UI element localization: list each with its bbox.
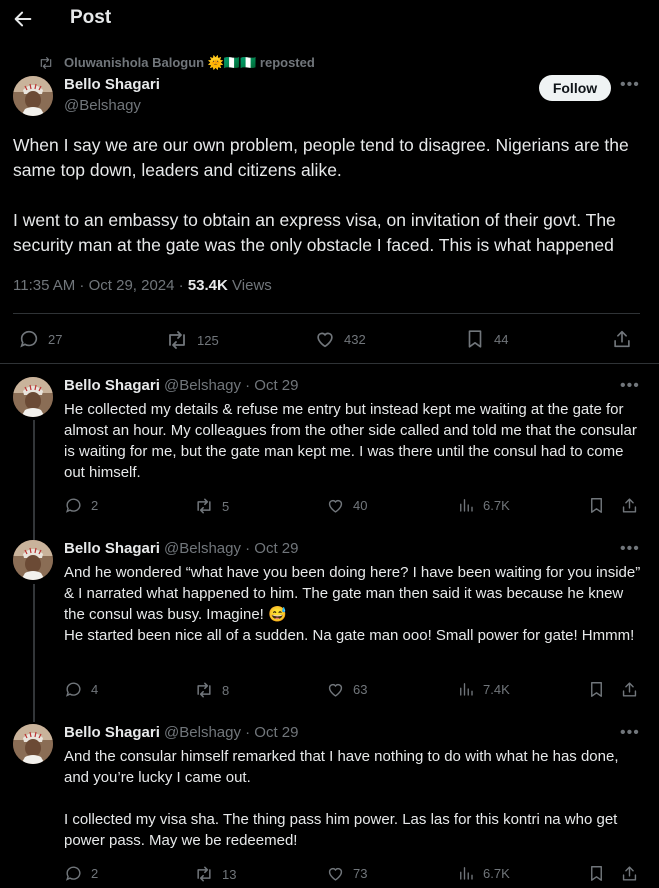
reply-author-handle[interactable]: @Belshagy [164, 377, 241, 394]
repost-count: 8 [222, 682, 230, 698]
reply-icon [64, 864, 83, 883]
avatar[interactable] [13, 540, 53, 580]
like-count: 73 [353, 866, 368, 881]
bookmark-button[interactable] [587, 680, 606, 699]
reply-author-name[interactable]: Bello Shagari [64, 540, 160, 557]
views-button[interactable] [457, 864, 510, 882]
reply-button[interactable] [18, 328, 62, 350]
views-count: 6.7K [483, 865, 510, 881]
reply-button[interactable] [64, 496, 98, 515]
bookmark-button[interactable] [464, 328, 508, 350]
page-title: Post [70, 7, 112, 28]
like-button[interactable] [314, 328, 366, 350]
like-count: 40 [353, 498, 368, 513]
divider [0, 363, 659, 364]
like-button[interactable] [326, 496, 367, 515]
views-count: 6.7K [483, 497, 510, 513]
bookmark-button[interactable] [587, 864, 606, 883]
repost-text[interactable]: Oluwanishola Balogun 🌞🇳🇬🇳🇬 reposted [64, 55, 315, 70]
post-meta [13, 277, 272, 294]
views-button[interactable] [457, 680, 510, 698]
like-count: 63 [353, 682, 368, 697]
more-options-icon[interactable]: ••• [620, 724, 640, 741]
views-count: 53.4K [187, 277, 228, 294]
share-button[interactable] [611, 328, 633, 350]
author-name[interactable]: Bello Shagari [64, 76, 160, 93]
reply-button[interactable] [64, 864, 98, 883]
repost-button[interactable] [194, 864, 236, 884]
repost-count: 125 [197, 332, 219, 348]
reply-header [64, 377, 299, 394]
repost-icon [194, 864, 214, 884]
post-text-2: I went to an embassy to obtain an express visa, on invitation of their govt. The security man at the gate was the only obstacle I faced. This is what happened [13, 210, 616, 255]
bookmark-count: 44 [494, 331, 509, 347]
like-count: 432 [344, 331, 366, 347]
divider [13, 313, 640, 314]
follow-button[interactable]: Follow [539, 75, 611, 101]
reply-date[interactable]: · Oct 29 [245, 724, 299, 741]
post-text-1: When I say we are our own problem, people tend to disagree. Nigerians are the same top down, leaders and citizens alike. [13, 135, 629, 180]
like-button[interactable] [326, 680, 367, 699]
avatar[interactable] [13, 76, 53, 116]
share-icon [620, 864, 639, 883]
reply-header [64, 540, 299, 557]
share-icon [620, 680, 639, 699]
views-icon [457, 496, 475, 514]
reply-icon [64, 680, 83, 699]
like-button[interactable] [326, 864, 367, 883]
views-button[interactable] [457, 496, 510, 514]
bookmark-icon [464, 328, 486, 350]
share-button[interactable] [620, 496, 639, 515]
views-icon [457, 864, 475, 882]
reply-text: And he wondered “what have you been doing here? I have been waiting for you inside” & I narrated what happened to him. The gate man then said it was because he knew the consul was busy. Imagine! 😅 He started been nice all of a sudden. Na gate man ooo! Small power for gate! Hmmm! [64, 564, 641, 644]
heart-icon [326, 864, 345, 883]
reply-count: 2 [91, 498, 99, 513]
reply-date[interactable]: · Oct 29 [245, 540, 299, 557]
views-label: Views [232, 277, 272, 294]
heart-icon [326, 680, 345, 699]
views-icon [457, 680, 475, 698]
bookmark-icon [587, 680, 606, 699]
reply-icon [64, 496, 83, 515]
repost-icon [38, 55, 54, 71]
avatar[interactable] [13, 377, 53, 417]
heart-icon [314, 328, 336, 350]
reply-author-handle[interactable]: @Belshagy [164, 540, 241, 557]
back-arrow-icon[interactable] [12, 8, 34, 30]
thread-line [33, 584, 35, 722]
reply-date[interactable]: · Oct 29 [245, 377, 299, 394]
reply-icon [18, 328, 40, 350]
post-time[interactable]: 11:35 AM · Oct 29, 2024 · [13, 277, 184, 294]
avatar[interactable] [13, 724, 53, 764]
reply-count: 27 [48, 331, 63, 347]
author-handle[interactable]: @Belshagy [64, 97, 141, 114]
more-options-icon[interactable]: ••• [620, 76, 640, 93]
reply-button[interactable] [64, 680, 98, 699]
repost-button[interactable] [194, 680, 229, 700]
reply-author-name[interactable]: Bello Shagari [64, 377, 160, 394]
repost-icon [194, 496, 214, 516]
reply-author-handle[interactable]: @Belshagy [164, 724, 241, 741]
reply-count: 2 [91, 866, 99, 881]
reply-text: And the consular himself remarked that I have nothing to do with what he has done, and you’re lucky I came out. I collected my visa sha. The thing pass him power. Las las for this kontri na who get power pass. May we be redeemed! [64, 748, 619, 849]
share-icon [611, 328, 633, 350]
repost-icon [194, 680, 214, 700]
heart-icon [326, 496, 345, 515]
bookmark-button[interactable] [587, 496, 606, 515]
repost-button[interactable] [194, 496, 229, 516]
reply-count: 4 [91, 682, 99, 697]
bookmark-icon [587, 864, 606, 883]
share-button[interactable] [620, 680, 639, 699]
repost-count: 5 [222, 498, 230, 514]
bookmark-icon [587, 496, 606, 515]
share-icon [620, 496, 639, 515]
thread-line [33, 420, 35, 540]
more-options-icon[interactable]: ••• [620, 540, 640, 557]
reply-text: He collected my details & refuse me entry but instead kept me waiting at the gate for almost an hour. My colleagues from the other side called and told me that the consular is waiting for me, but the gate man kept me. I was there until the consul had to come out himself. [64, 401, 637, 481]
reply-author-name[interactable]: Bello Shagari [64, 724, 160, 741]
reply-header [64, 724, 299, 741]
repost-count: 13 [222, 866, 237, 882]
repost-icon [165, 328, 189, 352]
repost-button[interactable] [165, 328, 219, 352]
more-options-icon[interactable]: ••• [620, 377, 640, 394]
views-count: 7.4K [483, 681, 510, 697]
share-button[interactable] [620, 864, 639, 883]
